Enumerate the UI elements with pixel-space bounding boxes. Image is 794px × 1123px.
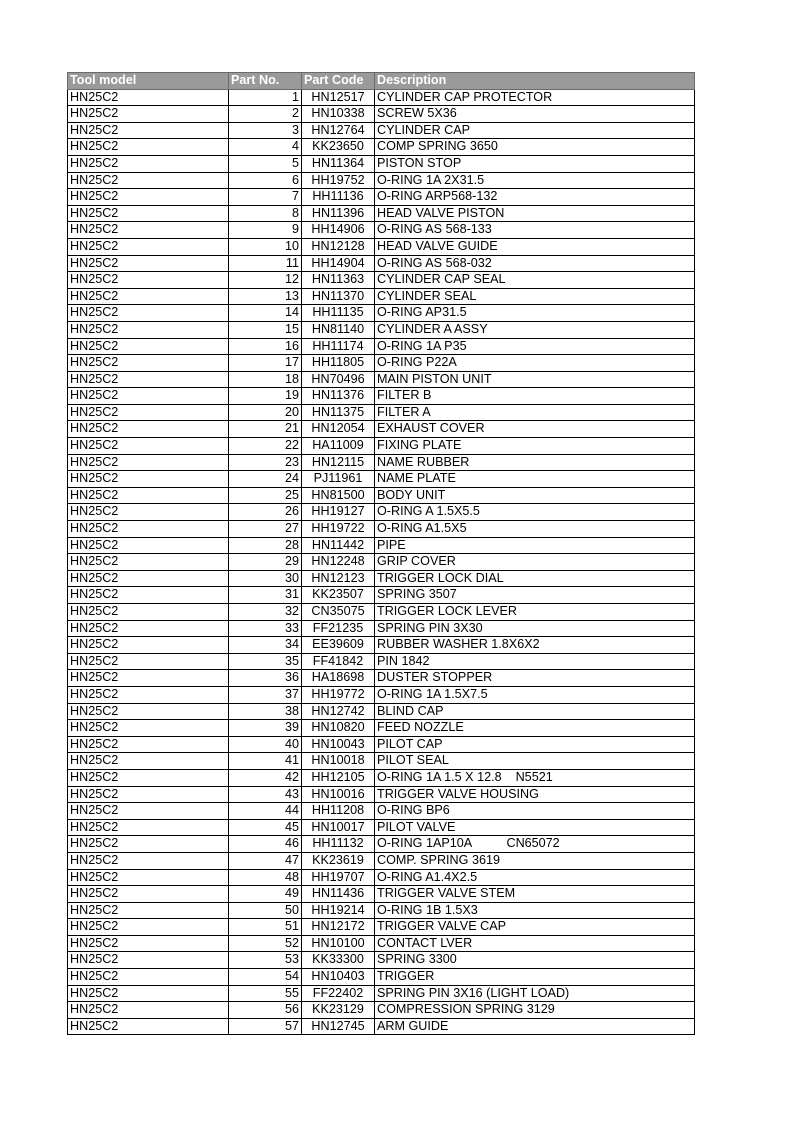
tool-model-cell: HN25C2 bbox=[68, 952, 229, 969]
part-code-cell: HH11805 bbox=[302, 355, 375, 372]
part-no-cell: 28 bbox=[229, 537, 302, 554]
tool-model-cell: HN25C2 bbox=[68, 886, 229, 903]
part-code-cell: HN11370 bbox=[302, 288, 375, 305]
tool-model-cell: HN25C2 bbox=[68, 155, 229, 172]
part-no-cell: 31 bbox=[229, 587, 302, 604]
tool-model-cell: HN25C2 bbox=[68, 355, 229, 372]
description-cell: GRIP COVER bbox=[375, 554, 695, 571]
description-cell: CYLINDER CAP bbox=[375, 122, 695, 139]
part-code-cell: HN11364 bbox=[302, 155, 375, 172]
table-row bbox=[68, 637, 695, 654]
table-row bbox=[68, 454, 695, 471]
description-cell: BLIND CAP bbox=[375, 703, 695, 720]
part-no-cell: 26 bbox=[229, 504, 302, 521]
part-no-cell: 23 bbox=[229, 454, 302, 471]
part-code-cell: HN10043 bbox=[302, 736, 375, 753]
part-code-cell: HN10100 bbox=[302, 935, 375, 952]
table-row bbox=[68, 238, 695, 255]
description-cell: TRIGGER LOCK DIAL bbox=[375, 570, 695, 587]
part-no-cell: 44 bbox=[229, 803, 302, 820]
table-header-row bbox=[68, 73, 695, 90]
description-cell: SPRING PIN 3X30 bbox=[375, 620, 695, 637]
description-cell: CYLINDER CAP SEAL bbox=[375, 272, 695, 289]
table-row bbox=[68, 869, 695, 886]
table-row bbox=[68, 935, 695, 952]
part-code-cell: HN12123 bbox=[302, 570, 375, 587]
part-no-cell: 8 bbox=[229, 205, 302, 222]
table-row bbox=[68, 487, 695, 504]
part-no-cell: 45 bbox=[229, 819, 302, 836]
description-cell: O-RING A 1.5X5.5 bbox=[375, 504, 695, 521]
description-cell: O-RING 1A 2X31.5 bbox=[375, 172, 695, 189]
part-code-cell: HH11208 bbox=[302, 803, 375, 820]
part-code-cell: HN10403 bbox=[302, 969, 375, 986]
part-code-cell: KK23507 bbox=[302, 587, 375, 604]
description-cell: TRIGGER VALVE CAP bbox=[375, 919, 695, 936]
table-row bbox=[68, 554, 695, 571]
description-cell: O-RING 1A P35 bbox=[375, 338, 695, 355]
description-cell: O-RING 1A 1.5X7.5 bbox=[375, 686, 695, 703]
part-no-cell: 19 bbox=[229, 388, 302, 405]
part-no-cell: 27 bbox=[229, 521, 302, 538]
part-no-cell: 40 bbox=[229, 736, 302, 753]
part-no-cell: 47 bbox=[229, 852, 302, 869]
tool-model-cell: HN25C2 bbox=[68, 653, 229, 670]
description-cell: SPRING 3507 bbox=[375, 587, 695, 604]
part-no-cell: 52 bbox=[229, 935, 302, 952]
description-cell: BODY UNIT bbox=[375, 487, 695, 504]
part-code-cell: HN11396 bbox=[302, 205, 375, 222]
table-row bbox=[68, 222, 695, 239]
table-row bbox=[68, 388, 695, 405]
table-row bbox=[68, 604, 695, 621]
tool-model-cell: HN25C2 bbox=[68, 454, 229, 471]
table-body bbox=[68, 89, 695, 1035]
tool-model-cell: HN25C2 bbox=[68, 703, 229, 720]
part-no-cell: 42 bbox=[229, 769, 302, 786]
description-cell: O-RING 1AP10A CN65072 bbox=[375, 836, 695, 853]
description-cell: ARM GUIDE bbox=[375, 1018, 695, 1035]
table-row bbox=[68, 720, 695, 737]
part-no-cell: 6 bbox=[229, 172, 302, 189]
part-no-cell: 48 bbox=[229, 869, 302, 886]
description-cell: TRIGGER VALVE STEM bbox=[375, 886, 695, 903]
part-code-cell: HH19772 bbox=[302, 686, 375, 703]
tool-model-cell: HN25C2 bbox=[68, 736, 229, 753]
tool-model-cell: HN25C2 bbox=[68, 604, 229, 621]
part-no-cell: 10 bbox=[229, 238, 302, 255]
tool-model-cell: HN25C2 bbox=[68, 222, 229, 239]
description-cell: O-RING AS 568-032 bbox=[375, 255, 695, 272]
part-no-cell: 51 bbox=[229, 919, 302, 936]
table-row bbox=[68, 288, 695, 305]
part-no-cell: 34 bbox=[229, 637, 302, 654]
part-code-cell: HN10338 bbox=[302, 106, 375, 123]
tool-model-cell: HN25C2 bbox=[68, 205, 229, 222]
description-cell: FIXING PLATE bbox=[375, 438, 695, 455]
description-cell: SCREW 5X36 bbox=[375, 106, 695, 123]
tool-model-cell: HN25C2 bbox=[68, 852, 229, 869]
table-row bbox=[68, 321, 695, 338]
header-tool-model: Tool model bbox=[68, 73, 229, 90]
part-code-cell: HN12745 bbox=[302, 1018, 375, 1035]
description-cell: CYLINDER SEAL bbox=[375, 288, 695, 305]
table-row bbox=[68, 255, 695, 272]
table-row bbox=[68, 338, 695, 355]
part-no-cell: 54 bbox=[229, 969, 302, 986]
part-code-cell: HN10016 bbox=[302, 786, 375, 803]
description-cell: HEAD VALVE GUIDE bbox=[375, 238, 695, 255]
description-cell: CONTACT LVER bbox=[375, 935, 695, 952]
table-row bbox=[68, 521, 695, 538]
tool-model-cell: HN25C2 bbox=[68, 471, 229, 488]
part-code-cell: HN11442 bbox=[302, 537, 375, 554]
description-cell: TRIGGER VALVE HOUSING bbox=[375, 786, 695, 803]
table-row bbox=[68, 305, 695, 322]
part-code-cell: HN12054 bbox=[302, 421, 375, 438]
part-code-cell: HN10018 bbox=[302, 753, 375, 770]
tool-model-cell: HN25C2 bbox=[68, 554, 229, 571]
description-cell: O-RING P22A bbox=[375, 355, 695, 372]
tool-model-cell: HN25C2 bbox=[68, 388, 229, 405]
part-no-cell: 3 bbox=[229, 122, 302, 139]
table-row bbox=[68, 836, 695, 853]
part-no-cell: 43 bbox=[229, 786, 302, 803]
tool-model-cell: HN25C2 bbox=[68, 338, 229, 355]
part-code-cell: HN10017 bbox=[302, 819, 375, 836]
part-no-cell: 32 bbox=[229, 604, 302, 621]
tool-model-cell: HN25C2 bbox=[68, 686, 229, 703]
tool-model-cell: HN25C2 bbox=[68, 106, 229, 123]
table-row bbox=[68, 404, 695, 421]
part-no-cell: 39 bbox=[229, 720, 302, 737]
part-no-cell: 18 bbox=[229, 371, 302, 388]
tool-model-cell: HN25C2 bbox=[68, 139, 229, 156]
part-no-cell: 38 bbox=[229, 703, 302, 720]
description-cell: NAME PLATE bbox=[375, 471, 695, 488]
part-code-cell: HH11136 bbox=[302, 189, 375, 206]
description-cell: O-RING A1.5X5 bbox=[375, 521, 695, 538]
part-code-cell: HH11135 bbox=[302, 305, 375, 322]
part-code-cell: HN12115 bbox=[302, 454, 375, 471]
part-code-cell: EE39609 bbox=[302, 637, 375, 654]
tool-model-cell: HN25C2 bbox=[68, 521, 229, 538]
part-code-cell: HN70496 bbox=[302, 371, 375, 388]
description-cell: RUBBER WASHER 1.8X6X2 bbox=[375, 637, 695, 654]
description-cell: O-RING AP31.5 bbox=[375, 305, 695, 322]
description-cell: O-RING 1A 1.5 X 12.8 N5521 bbox=[375, 769, 695, 786]
tool-model-cell: HN25C2 bbox=[68, 288, 229, 305]
table-row bbox=[68, 969, 695, 986]
tool-model-cell: HN25C2 bbox=[68, 803, 229, 820]
description-cell: FILTER A bbox=[375, 404, 695, 421]
table-row bbox=[68, 438, 695, 455]
description-cell: O-RING 1B 1.5X3 bbox=[375, 902, 695, 919]
table-row bbox=[68, 670, 695, 687]
part-code-cell: HN11363 bbox=[302, 272, 375, 289]
part-no-cell: 46 bbox=[229, 836, 302, 853]
tool-model-cell: HN25C2 bbox=[68, 769, 229, 786]
part-code-cell: HN12128 bbox=[302, 238, 375, 255]
tool-model-cell: HN25C2 bbox=[68, 919, 229, 936]
table-row bbox=[68, 355, 695, 372]
tool-model-cell: HN25C2 bbox=[68, 637, 229, 654]
part-code-cell: HN12248 bbox=[302, 554, 375, 571]
part-no-cell: 37 bbox=[229, 686, 302, 703]
table-row bbox=[68, 570, 695, 587]
tool-model-cell: HN25C2 bbox=[68, 122, 229, 139]
part-no-cell: 25 bbox=[229, 487, 302, 504]
table-row bbox=[68, 686, 695, 703]
table-row bbox=[68, 1018, 695, 1035]
table-row bbox=[68, 122, 695, 139]
part-code-cell: HN11376 bbox=[302, 388, 375, 405]
part-code-cell: KK33300 bbox=[302, 952, 375, 969]
tool-model-cell: HN25C2 bbox=[68, 504, 229, 521]
part-code-cell: HN11436 bbox=[302, 886, 375, 903]
part-code-cell: HH19722 bbox=[302, 521, 375, 538]
tool-model-cell: HN25C2 bbox=[68, 537, 229, 554]
description-cell: TRIGGER bbox=[375, 969, 695, 986]
tool-model-cell: HN25C2 bbox=[68, 985, 229, 1002]
part-no-cell: 22 bbox=[229, 438, 302, 455]
part-no-cell: 11 bbox=[229, 255, 302, 272]
description-cell: HEAD VALVE PISTON bbox=[375, 205, 695, 222]
part-no-cell: 41 bbox=[229, 753, 302, 770]
table-row bbox=[68, 587, 695, 604]
part-code-cell: HH11174 bbox=[302, 338, 375, 355]
tool-model-cell: HN25C2 bbox=[68, 836, 229, 853]
table-row bbox=[68, 952, 695, 969]
description-cell: NAME RUBBER bbox=[375, 454, 695, 471]
tool-model-cell: HN25C2 bbox=[68, 255, 229, 272]
table-row bbox=[68, 172, 695, 189]
part-code-cell: KK23129 bbox=[302, 1002, 375, 1019]
part-no-cell: 16 bbox=[229, 338, 302, 355]
tool-model-cell: HN25C2 bbox=[68, 570, 229, 587]
part-code-cell: CN35075 bbox=[302, 604, 375, 621]
tool-model-cell: HN25C2 bbox=[68, 819, 229, 836]
part-code-cell: FF22402 bbox=[302, 985, 375, 1002]
part-code-cell: HN12517 bbox=[302, 89, 375, 106]
tool-model-cell: HN25C2 bbox=[68, 720, 229, 737]
tool-model-cell: HN25C2 bbox=[68, 89, 229, 106]
description-cell: DUSTER STOPPER bbox=[375, 670, 695, 687]
table-row bbox=[68, 106, 695, 123]
part-no-cell: 30 bbox=[229, 570, 302, 587]
tool-model-cell: HN25C2 bbox=[68, 786, 229, 803]
description-cell: O-RING A1.4X2.5 bbox=[375, 869, 695, 886]
part-code-cell: KK23619 bbox=[302, 852, 375, 869]
part-code-cell: HN81500 bbox=[302, 487, 375, 504]
tool-model-cell: HN25C2 bbox=[68, 421, 229, 438]
description-cell: PIPE bbox=[375, 537, 695, 554]
part-no-cell: 36 bbox=[229, 670, 302, 687]
part-no-cell: 20 bbox=[229, 404, 302, 421]
table-row bbox=[68, 852, 695, 869]
tool-model-cell: HN25C2 bbox=[68, 753, 229, 770]
part-no-cell: 2 bbox=[229, 106, 302, 123]
part-no-cell: 13 bbox=[229, 288, 302, 305]
part-no-cell: 57 bbox=[229, 1018, 302, 1035]
table-row bbox=[68, 786, 695, 803]
part-no-cell: 50 bbox=[229, 902, 302, 919]
part-code-cell: HH19752 bbox=[302, 172, 375, 189]
tool-model-cell: HN25C2 bbox=[68, 305, 229, 322]
part-code-cell: HH19127 bbox=[302, 504, 375, 521]
part-no-cell: 7 bbox=[229, 189, 302, 206]
description-cell: SPRING PIN 3X16 (LIGHT LOAD) bbox=[375, 985, 695, 1002]
description-cell: TRIGGER LOCK LEVER bbox=[375, 604, 695, 621]
table-row bbox=[68, 272, 695, 289]
description-cell: PILOT CAP bbox=[375, 736, 695, 753]
part-code-cell: HA11009 bbox=[302, 438, 375, 455]
table-row bbox=[68, 819, 695, 836]
table-row bbox=[68, 139, 695, 156]
part-code-cell: HH14906 bbox=[302, 222, 375, 239]
part-code-cell: HH19214 bbox=[302, 902, 375, 919]
table-row bbox=[68, 886, 695, 903]
table-row bbox=[68, 620, 695, 637]
part-code-cell: HH19707 bbox=[302, 869, 375, 886]
part-no-cell: 4 bbox=[229, 139, 302, 156]
part-code-cell: FF41842 bbox=[302, 653, 375, 670]
part-no-cell: 21 bbox=[229, 421, 302, 438]
part-no-cell: 35 bbox=[229, 653, 302, 670]
part-no-cell: 1 bbox=[229, 89, 302, 106]
part-no-cell: 12 bbox=[229, 272, 302, 289]
tool-model-cell: HN25C2 bbox=[68, 587, 229, 604]
part-code-cell: HH11132 bbox=[302, 836, 375, 853]
part-no-cell: 49 bbox=[229, 886, 302, 903]
table-row bbox=[68, 189, 695, 206]
table-row bbox=[68, 753, 695, 770]
description-cell: SPRING 3300 bbox=[375, 952, 695, 969]
part-no-cell: 24 bbox=[229, 471, 302, 488]
part-no-cell: 17 bbox=[229, 355, 302, 372]
part-code-cell: HN11375 bbox=[302, 404, 375, 421]
tool-model-cell: HN25C2 bbox=[68, 620, 229, 637]
description-cell: FEED NOZZLE bbox=[375, 720, 695, 737]
part-no-cell: 29 bbox=[229, 554, 302, 571]
description-cell: PILOT VALVE bbox=[375, 819, 695, 836]
description-cell: MAIN PISTON UNIT bbox=[375, 371, 695, 388]
header-part-no: Part No. bbox=[229, 73, 302, 90]
description-cell: O-RING ARP568-132 bbox=[375, 189, 695, 206]
tool-model-cell: HN25C2 bbox=[68, 438, 229, 455]
tool-model-cell: HN25C2 bbox=[68, 172, 229, 189]
table-row bbox=[68, 155, 695, 172]
part-no-cell: 55 bbox=[229, 985, 302, 1002]
description-cell: COMP. SPRING 3619 bbox=[375, 852, 695, 869]
table-row bbox=[68, 803, 695, 820]
description-cell: CYLINDER CAP PROTECTOR bbox=[375, 89, 695, 106]
part-code-cell: HN12172 bbox=[302, 919, 375, 936]
part-code-cell: HH14904 bbox=[302, 255, 375, 272]
description-cell: O-RING BP6 bbox=[375, 803, 695, 820]
tool-model-cell: HN25C2 bbox=[68, 902, 229, 919]
tool-model-cell: HN25C2 bbox=[68, 371, 229, 388]
part-code-cell: HH12105 bbox=[302, 769, 375, 786]
table-row bbox=[68, 919, 695, 936]
part-no-cell: 5 bbox=[229, 155, 302, 172]
tool-model-cell: HN25C2 bbox=[68, 1002, 229, 1019]
table-row bbox=[68, 504, 695, 521]
header-part-code: Part Code bbox=[302, 73, 375, 90]
table-row bbox=[68, 1002, 695, 1019]
tool-model-cell: HN25C2 bbox=[68, 272, 229, 289]
part-code-cell: HN81140 bbox=[302, 321, 375, 338]
tool-model-cell: HN25C2 bbox=[68, 404, 229, 421]
table-row bbox=[68, 703, 695, 720]
table-row bbox=[68, 653, 695, 670]
table-row bbox=[68, 736, 695, 753]
header-description: Description bbox=[375, 73, 695, 90]
table-row bbox=[68, 985, 695, 1002]
tool-model-cell: HN25C2 bbox=[68, 869, 229, 886]
table-row bbox=[68, 371, 695, 388]
table-row bbox=[68, 205, 695, 222]
table-row bbox=[68, 902, 695, 919]
description-cell: PILOT SEAL bbox=[375, 753, 695, 770]
tool-model-cell: HN25C2 bbox=[68, 238, 229, 255]
part-code-cell: HN12742 bbox=[302, 703, 375, 720]
description-cell: EXHAUST COVER bbox=[375, 421, 695, 438]
part-no-cell: 33 bbox=[229, 620, 302, 637]
description-cell: PISTON STOP bbox=[375, 155, 695, 172]
tool-model-cell: HN25C2 bbox=[68, 321, 229, 338]
table-row bbox=[68, 537, 695, 554]
tool-model-cell: HN25C2 bbox=[68, 935, 229, 952]
tool-model-cell: HN25C2 bbox=[68, 189, 229, 206]
parts-table bbox=[67, 72, 695, 1035]
description-cell: CYLINDER A ASSY bbox=[375, 321, 695, 338]
tool-model-cell: HN25C2 bbox=[68, 1018, 229, 1035]
part-no-cell: 15 bbox=[229, 321, 302, 338]
description-cell: COMPRESSION SPRING 3129 bbox=[375, 1002, 695, 1019]
table-row bbox=[68, 769, 695, 786]
description-cell: PIN 1842 bbox=[375, 653, 695, 670]
tool-model-cell: HN25C2 bbox=[68, 969, 229, 986]
part-code-cell: PJ11961 bbox=[302, 471, 375, 488]
part-code-cell: HA18698 bbox=[302, 670, 375, 687]
part-code-cell: HN12764 bbox=[302, 122, 375, 139]
description-cell: COMP SPRING 3650 bbox=[375, 139, 695, 156]
description-cell: FILTER B bbox=[375, 388, 695, 405]
table-row bbox=[68, 89, 695, 106]
table-row bbox=[68, 471, 695, 488]
part-no-cell: 14 bbox=[229, 305, 302, 322]
tool-model-cell: HN25C2 bbox=[68, 670, 229, 687]
part-code-cell: HN10820 bbox=[302, 720, 375, 737]
description-cell: O-RING AS 568-133 bbox=[375, 222, 695, 239]
part-code-cell: FF21235 bbox=[302, 620, 375, 637]
part-no-cell: 9 bbox=[229, 222, 302, 239]
part-no-cell: 56 bbox=[229, 1002, 302, 1019]
part-code-cell: KK23650 bbox=[302, 139, 375, 156]
tool-model-cell: HN25C2 bbox=[68, 487, 229, 504]
part-no-cell: 53 bbox=[229, 952, 302, 969]
table-row bbox=[68, 421, 695, 438]
